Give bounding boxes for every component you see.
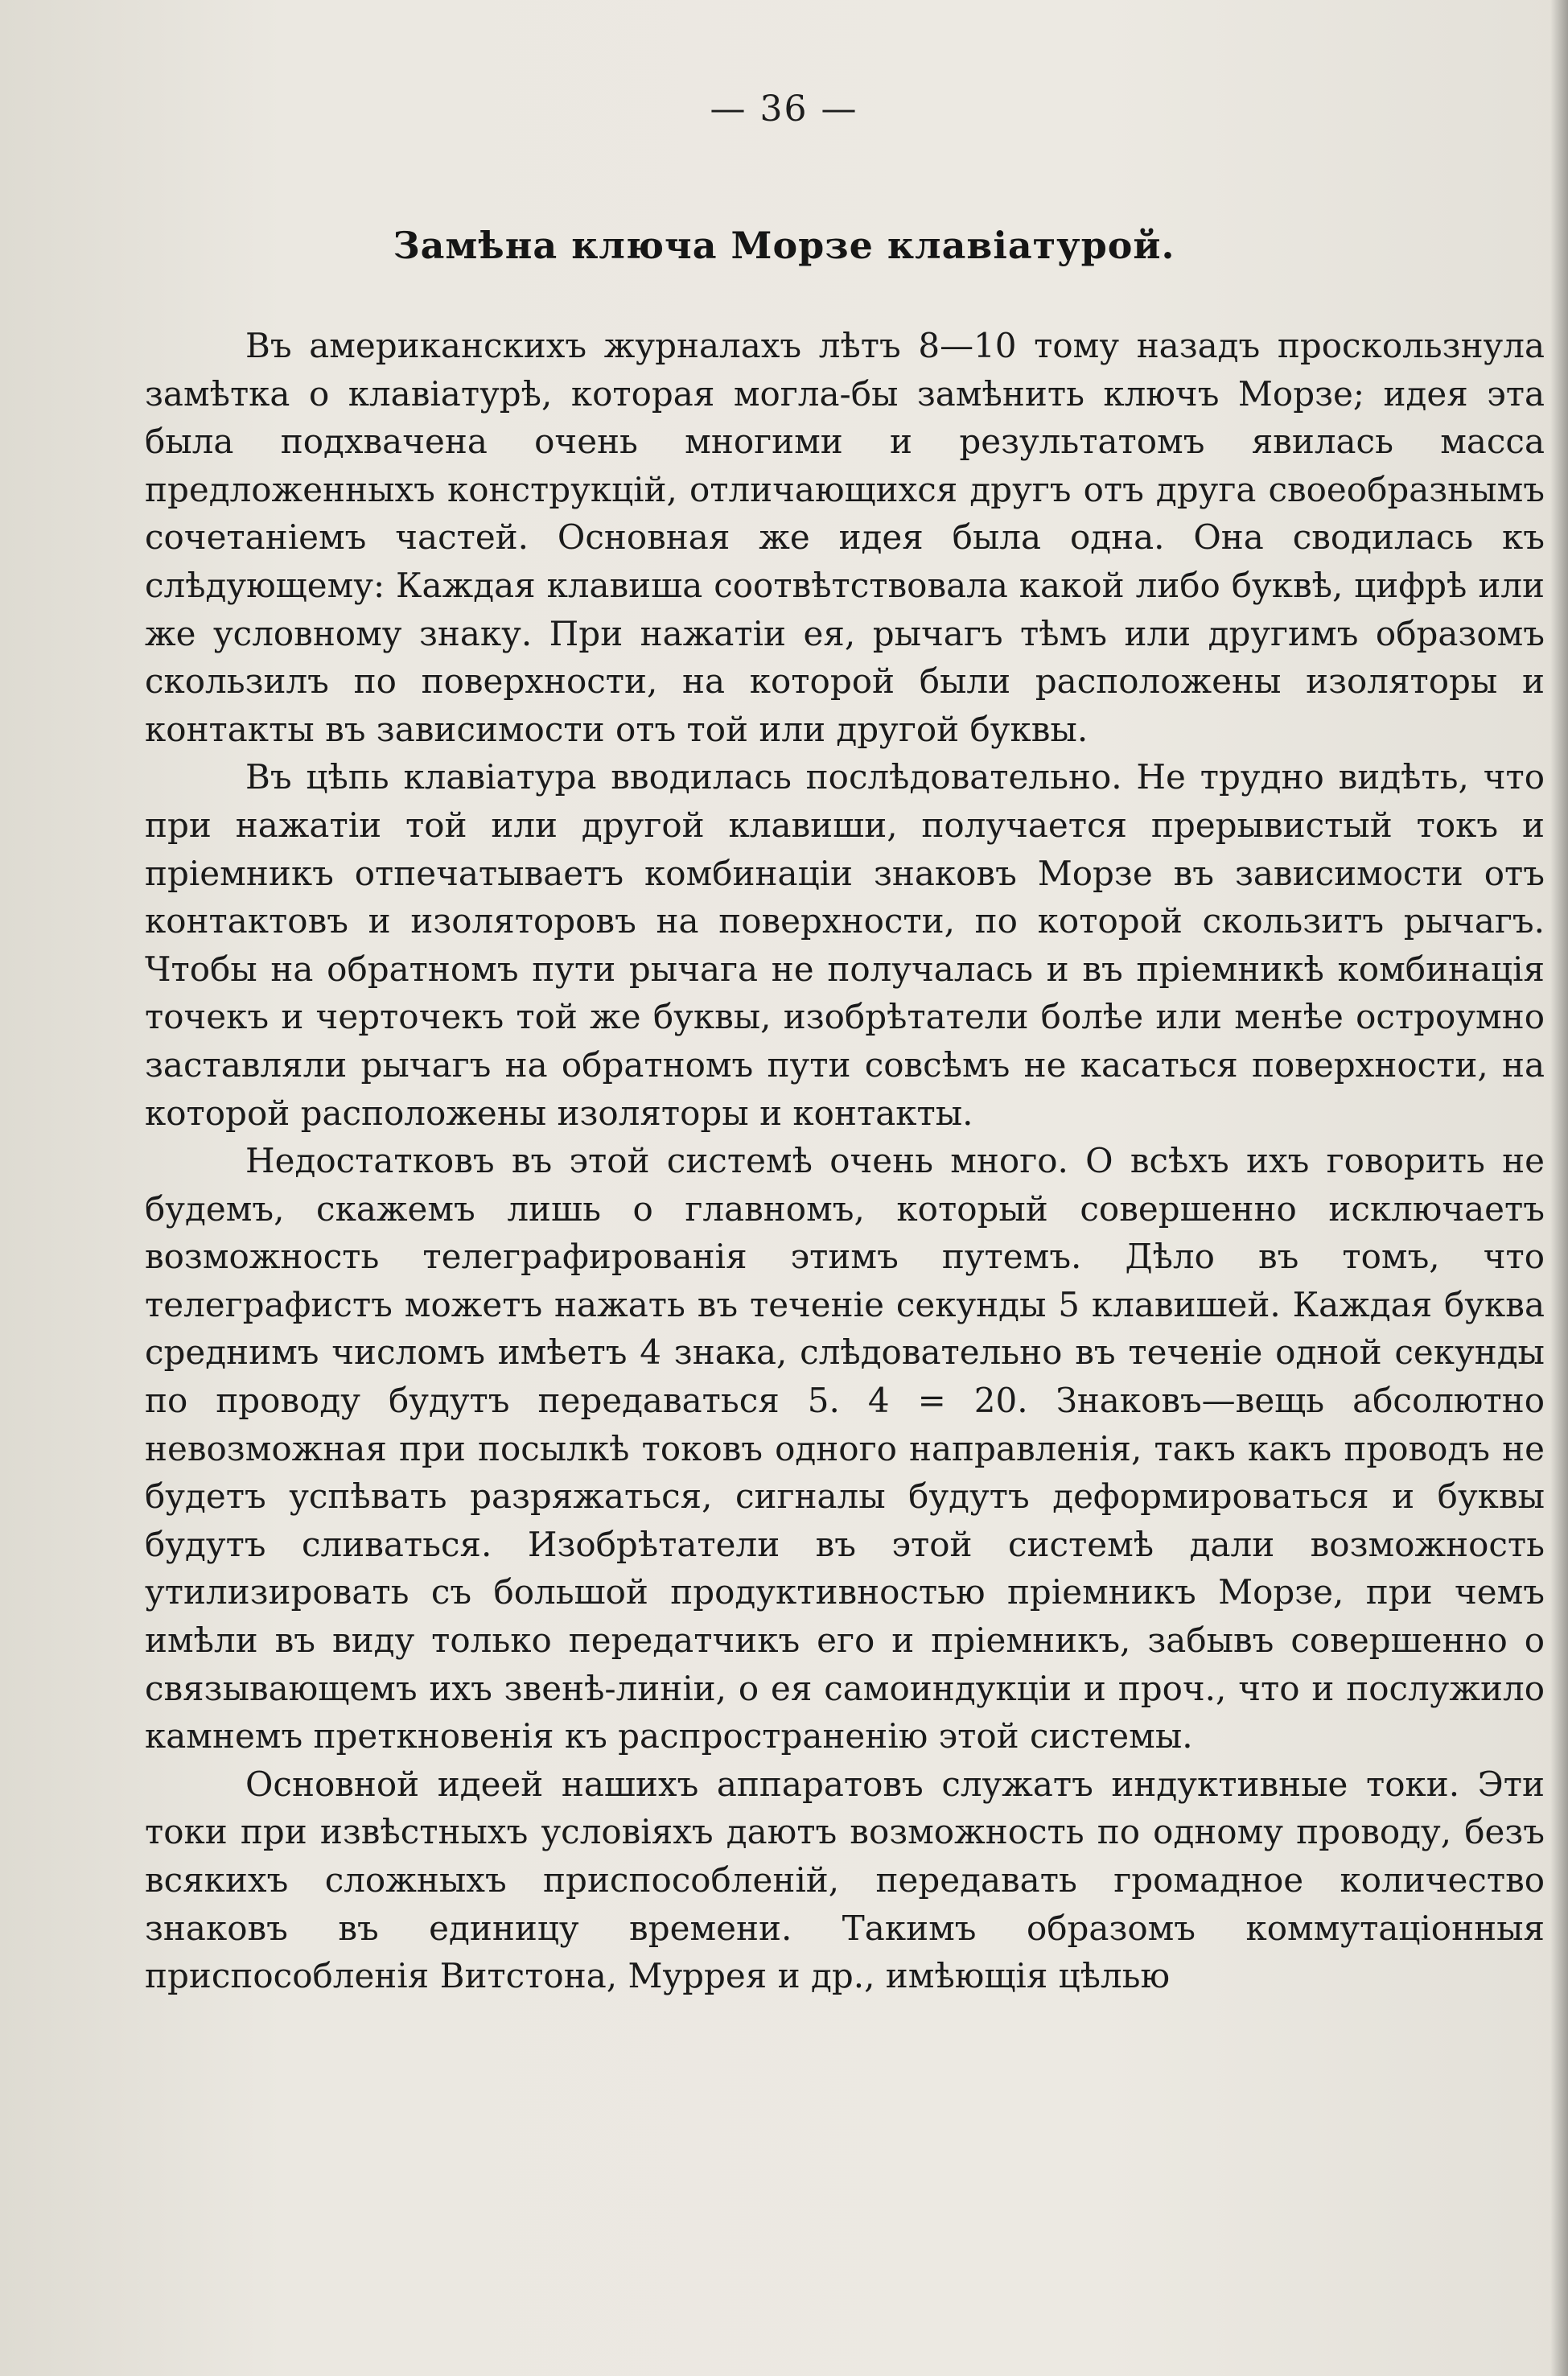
paragraph-1: Въ американскихъ журналахъ лѣтъ 8—10 тому назадъ проскользнула замѣтка о клавіатурѣ, которая могла-бы замѣнить ключъ Морзе; идея эта была подхвачена очень многими и результатомъ явилась масса предложенныхъ конструкцій, отличающихся другъ отъ друга своеобразнымъ сочетаніемъ частей. Основная же идея была одна. Она сводилась къ слѣдующему: Каждая клавиша соотвѣтствовала какой либо буквѣ, цифрѣ или же условному знаку. При нажатіи ея, рычагъ тѣмъ или другимъ образомъ скользилъ по поверхности, на которой были расположены изоляторы и контакты въ зависимости отъ той или другой буквы. — [145, 326, 1545, 749]
page-number: — 36 — — [710, 89, 858, 130]
paragraph-4: Основной идеей нашихъ аппаратовъ служатъ индуктивные токи. Эти токи при извѣстныхъ условіяхъ даютъ возможность по одному проводу, безъ всякихъ сложныхъ приспособленій, передавать громадное количество знаковъ въ единицу времени. Такимъ образомъ коммутаціонныя приспособленія Витстона, Муррея и др., имѣющія цѣлью — [145, 1764, 1545, 1996]
body-text — [145, 322, 1545, 2000]
section-heading: Замѣна ключа Морзе клавіатурой. — [393, 224, 1175, 267]
paragraph-2: Въ цѣпь клавіатура вводилась послѣдовательно. Не трудно видѣть, что при нажатіи той или другой клавиши, получается прерывистый токъ и пріемникъ отпечатываетъ комбинаціи знаковъ Морзе въ зависимости отъ контактовъ и изоляторовъ на поверхности, по которой скользитъ рычагъ. Чтобы на обратномъ пути рычага не получалась и въ пріемникѣ комбинація точекъ и черточекъ той же буквы, изобрѣтатели болѣе или менѣе остроумно заставляли рычагъ на обратномъ пути совсѣмъ не касаться поверхности, на которой расположены изоляторы и контакты. — [145, 757, 1545, 1133]
page-edge-shadow — [1550, 0, 1568, 2376]
paragraph-3: Недостатковъ въ этой системѣ очень много. О всѣхъ ихъ говорить не будемъ, скажемъ лишь о главномъ, который совершенно исключаетъ возможность телеграфированія этимъ путемъ. Дѣло въ томъ, что телеграфистъ можетъ нажать въ теченіе секунды 5 клавишей. Каждая буква среднимъ числомъ имѣетъ 4 знака, слѣдовательно въ теченіе одной секунды по проводу будутъ передаваться 5. 4 = 20. Знаковъ—вещь абсолютно невозможная при посылкѣ токовъ одного направленія, такъ какъ проводъ не будетъ успѣвать разряжаться, сигналы будутъ деформироваться и буквы будутъ сливаться. Изобрѣтатели въ этой системѣ дали возможность утилизировать съ большой продуктивностью пріемникъ Морзе, при чемъ имѣли въ виду только передатчикъ его и пріемникъ, забывъ совершенно о связывающемъ ихъ звенѣ-линіи, о ея самоиндукціи и проч., что и послужило камнемъ преткновенія къ распространенію этой системы. — [145, 1141, 1545, 1756]
